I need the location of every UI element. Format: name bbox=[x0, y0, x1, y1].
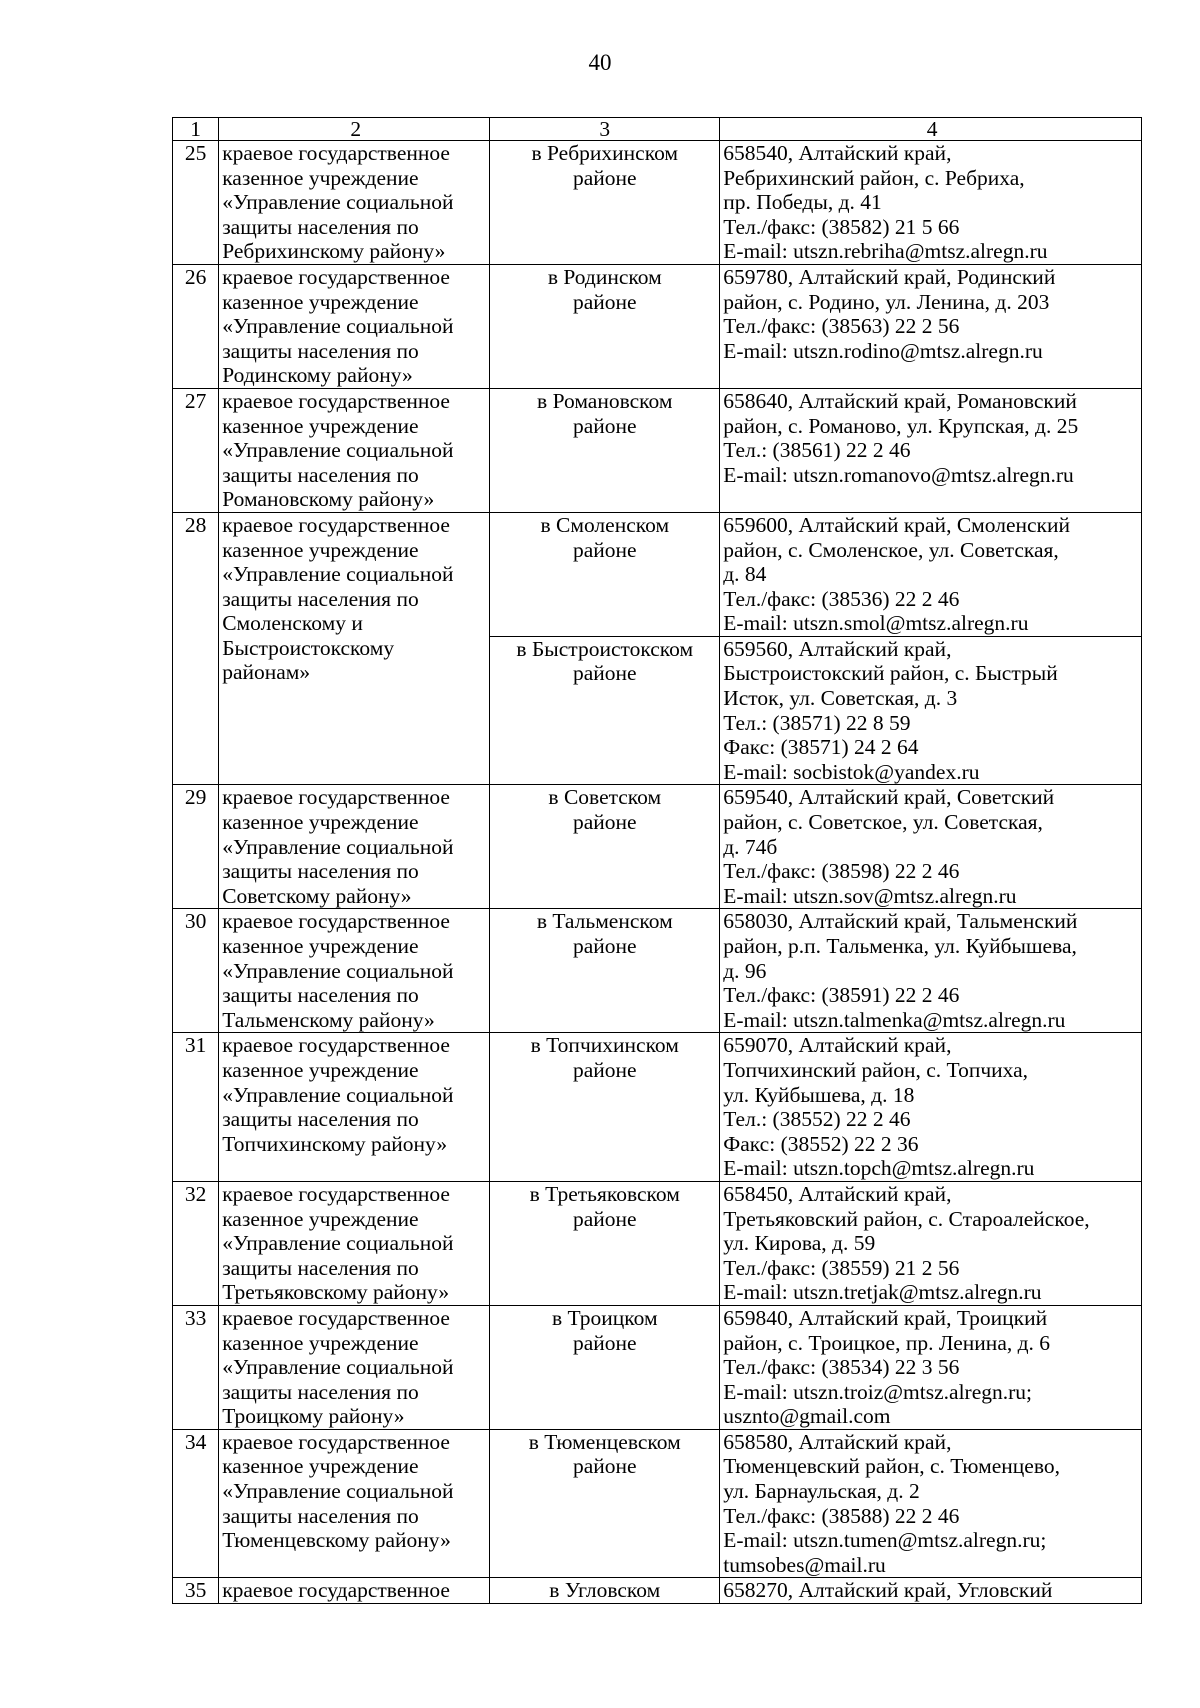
institution-name-line: казенное учреждение bbox=[222, 289, 419, 314]
address-line: ул. Кирова, д. 59 bbox=[723, 1231, 876, 1256]
address-contacts-cell bbox=[720, 264, 1142, 388]
address-line: E-mail: utszn.troiz@mtsz.alregn.ru; bbox=[723, 1379, 1033, 1404]
institution-name-line: Троицкому району» bbox=[222, 1404, 405, 1429]
address-line: 659600, Алтайский край, Смоленский bbox=[723, 512, 1071, 537]
district-line: в Угловском bbox=[549, 1578, 661, 1603]
address-line: E-mail: utszn.romanovo@mtsz.alregn.ru bbox=[723, 462, 1074, 487]
institution-name-line: «Управление социальной bbox=[222, 438, 454, 463]
address-line: 658030, Алтайский край, Тальменский bbox=[723, 909, 1078, 934]
institution-name-line: «Управление социальной bbox=[222, 562, 454, 587]
district-line: районе bbox=[572, 1057, 637, 1082]
address-contacts-cell bbox=[720, 1033, 1142, 1182]
institution-name-line: «Управление социальной bbox=[222, 190, 454, 215]
district-line: в Смоленском bbox=[540, 512, 670, 537]
district-cell bbox=[490, 1429, 720, 1578]
row-number: 27 bbox=[173, 388, 219, 512]
district-line: в Тальменском bbox=[536, 909, 673, 934]
address-line: 659560, Алтайский край, bbox=[723, 636, 952, 661]
table-body bbox=[173, 118, 1142, 1604]
district-line: в Ребрихинском bbox=[531, 141, 679, 165]
district-cell bbox=[490, 636, 720, 785]
institution-name-cell bbox=[219, 1305, 490, 1429]
institution-name-cell bbox=[219, 1578, 490, 1604]
district-line: районе bbox=[572, 810, 637, 835]
institution-name-line: Тальменскому району» bbox=[222, 1007, 435, 1032]
institution-name-line: краевое государственное bbox=[222, 1305, 450, 1330]
district-cell bbox=[490, 1181, 720, 1305]
institution-name-line: Романовскому району» bbox=[222, 487, 435, 512]
institution-name-line: казенное учреждение bbox=[222, 1330, 419, 1355]
district-line: районе bbox=[572, 1454, 637, 1479]
institution-name-line: защиты населения по bbox=[222, 214, 419, 239]
institution-name-line: защиты населения по bbox=[222, 1379, 419, 1404]
district-cell bbox=[490, 512, 720, 636]
address-line: район, с. Советское, ул. Советская, bbox=[723, 810, 1043, 835]
column-number-row bbox=[173, 118, 1142, 141]
table-row bbox=[173, 785, 1142, 909]
address-line: Исток, ул. Советская, д. 3 bbox=[723, 686, 958, 711]
institution-name-line: защиты населения по bbox=[222, 1107, 419, 1132]
institution-name-cell bbox=[219, 388, 490, 512]
address-line: Тел.: (38561) 22 2 46 bbox=[723, 438, 911, 463]
address-contacts-cell bbox=[720, 141, 1142, 265]
institution-name-line: «Управление социальной bbox=[222, 1231, 454, 1256]
district-line: районе bbox=[572, 413, 637, 438]
institution-name-line: краевое государственное bbox=[222, 512, 450, 537]
institution-name-line: казенное учреждение bbox=[222, 934, 419, 958]
institution-name-line: «Управление социальной bbox=[222, 834, 454, 859]
institution-name-line: Родинскому району» bbox=[222, 363, 413, 388]
district-line: в Тюменцевском bbox=[528, 1429, 681, 1454]
row-number: 35 bbox=[173, 1578, 219, 1604]
address-line: E-mail: utszn.rodino@mtsz.alregn.ru bbox=[723, 338, 1043, 363]
institution-name-line: Смоленскому и bbox=[222, 611, 363, 636]
address-line: Факс: (38571) 24 2 64 bbox=[723, 735, 919, 760]
institution-name-line: Быстроистокскому bbox=[222, 635, 395, 660]
institution-name-line: краевое государственное bbox=[222, 1181, 450, 1206]
address-line: tumsobes@mail.ru bbox=[723, 1552, 886, 1577]
institution-name-line: защиты населения по bbox=[222, 338, 419, 363]
address-line: E-mail: utszn.sov@mtsz.alregn.ru bbox=[723, 883, 1017, 908]
row-number: 29 bbox=[173, 785, 219, 909]
address-line: 658640, Алтайский край, Романовский bbox=[723, 388, 1077, 413]
institution-name-line: краевое государственное bbox=[222, 264, 450, 289]
institution-name-cell bbox=[219, 1181, 490, 1305]
institution-name-cell bbox=[219, 512, 490, 785]
district-line: районе bbox=[572, 1330, 637, 1355]
address-line: район, с. Родино, ул. Ленина, д. 203 bbox=[723, 289, 1050, 314]
address-line: Тел./факс: (38563) 22 2 56 bbox=[723, 314, 960, 339]
district-cell bbox=[490, 1578, 720, 1604]
address-line: район, с. Троицкое, пр. Ленина, д. 6 bbox=[723, 1330, 1051, 1355]
institution-name-line: защиты населения по bbox=[222, 983, 419, 1008]
institution-name-line: казенное учреждение bbox=[222, 165, 419, 190]
institution-name-line: защиты населения по bbox=[222, 859, 419, 884]
institution-name-line: «Управление социальной bbox=[222, 314, 454, 339]
table-row bbox=[173, 1181, 1142, 1305]
address-line: д. 96 bbox=[723, 958, 767, 983]
column-number-2: 2 bbox=[219, 118, 490, 141]
page-number: 40 bbox=[588, 50, 612, 75]
table-row bbox=[173, 141, 1142, 265]
district-line: районе bbox=[572, 1206, 637, 1231]
address-line: Тел./факс: (38536) 22 2 46 bbox=[723, 586, 960, 611]
address-line: Топчихинский район, с. Топчиха, bbox=[723, 1057, 1029, 1082]
district-cell bbox=[490, 909, 720, 1033]
address-line: район, р.п. Тальменка, ул. Куйбышева, bbox=[723, 934, 1077, 958]
institution-name-line: Третьяковскому району» bbox=[222, 1280, 450, 1305]
address-line: Тюменцевский район, с. Тюменцево, bbox=[723, 1454, 1060, 1479]
address-line: 658270, Алтайский край, Угловский bbox=[723, 1578, 1053, 1603]
address-line: Третьяковский район, с. Староалейское, bbox=[723, 1206, 1090, 1231]
institution-name-line: казенное учреждение bbox=[222, 1454, 419, 1479]
row-number: 32 bbox=[173, 1181, 219, 1305]
district-line: районе bbox=[572, 289, 637, 314]
address-line: Тел.: (38571) 22 8 59 bbox=[723, 710, 911, 735]
address-line: Тел./факс: (38559) 21 2 56 bbox=[723, 1255, 960, 1280]
row-number: 28 bbox=[173, 512, 219, 785]
address-line: E-mail: utszn.topch@mtsz.alregn.ru bbox=[723, 1156, 1035, 1181]
district-line: в Советском bbox=[548, 785, 662, 810]
address-line: Тел./факс: (38588) 22 2 46 bbox=[723, 1503, 960, 1528]
address-line: 658450, Алтайский край, bbox=[723, 1181, 952, 1206]
institution-name-cell bbox=[219, 141, 490, 265]
institution-name-line: казенное учреждение bbox=[222, 537, 419, 562]
row-number: 30 bbox=[173, 909, 219, 1033]
address-line: 658580, Алтайский край, bbox=[723, 1429, 952, 1454]
address-line: д. 74б bbox=[723, 834, 778, 859]
institution-name-line: «Управление социальной bbox=[222, 958, 454, 983]
district-line: районе bbox=[572, 537, 637, 562]
address-contacts-cell bbox=[720, 636, 1142, 785]
address-line: Тел./факс: (38591) 22 2 46 bbox=[723, 983, 960, 1008]
district-line: районе bbox=[572, 661, 637, 686]
table-row bbox=[173, 909, 1142, 1033]
institution-name-cell bbox=[219, 1033, 490, 1182]
district-line: районе bbox=[572, 934, 637, 958]
district-cell bbox=[490, 264, 720, 388]
row-number: 25 bbox=[173, 141, 219, 265]
district-line: в Быстроистокском bbox=[516, 636, 694, 661]
table-row bbox=[173, 1578, 1142, 1604]
address-line: E-mail: utszn.talmenka@mtsz.alregn.ru bbox=[723, 1007, 1066, 1032]
institution-name-line: районам» bbox=[222, 660, 311, 685]
table-row bbox=[173, 264, 1142, 388]
institution-name-line: казенное учреждение bbox=[222, 413, 419, 438]
district-cell bbox=[490, 388, 720, 512]
address-line: пр. Победы, д. 41 bbox=[723, 190, 882, 215]
address-line: район, с. Смоленское, ул. Советская, bbox=[723, 537, 1059, 562]
institution-name-line: защиты населения по bbox=[222, 1503, 419, 1528]
institution-name-line: защиты населения по bbox=[222, 1255, 419, 1280]
address-line: 659780, Алтайский край, Родинский bbox=[723, 264, 1056, 289]
institution-name-line: Топчихинскому району» bbox=[222, 1131, 448, 1156]
address-line: Быстроистокский район, с. Быстрый bbox=[723, 661, 1058, 686]
row-number: 34 bbox=[173, 1429, 219, 1578]
table-row bbox=[173, 388, 1142, 512]
institution-name-line: казенное учреждение bbox=[222, 1057, 419, 1082]
address-line: Ребрихинский район, с. Ребриха, bbox=[723, 165, 1025, 190]
table-row bbox=[173, 1033, 1142, 1182]
column-number-3: 3 bbox=[490, 118, 720, 141]
address-line: Факс: (38552) 22 2 36 bbox=[723, 1131, 919, 1156]
address-line: Тел./факс: (38534) 22 3 56 bbox=[723, 1355, 960, 1380]
institution-name-line: краевое государственное bbox=[222, 785, 450, 810]
address-line: д. 84 bbox=[723, 562, 767, 587]
column-number-1: 1 bbox=[173, 118, 219, 141]
address-contacts-cell bbox=[720, 388, 1142, 512]
district-line: в Третьяковском bbox=[529, 1181, 680, 1206]
address-line: Тел.: (38552) 22 2 46 bbox=[723, 1107, 911, 1132]
district-line: в Топчихинском bbox=[530, 1033, 679, 1058]
address-line: 659540, Алтайский край, Советский bbox=[723, 785, 1055, 810]
institution-name-line: краевое государственное bbox=[222, 1033, 450, 1058]
institution-name-cell bbox=[219, 264, 490, 388]
address-contacts-cell bbox=[720, 785, 1142, 909]
address-line: usznto@gmail.com bbox=[723, 1404, 891, 1429]
column-number-4: 4 bbox=[720, 118, 1142, 141]
district-line: в Родинском bbox=[547, 264, 662, 289]
institution-name-line: Советскому району» bbox=[222, 883, 412, 908]
row-number: 26 bbox=[173, 264, 219, 388]
institution-name-line: защиты населения по bbox=[222, 462, 419, 487]
institution-name-cell bbox=[219, 785, 490, 909]
institution-name-line: Тюменцевскому району» bbox=[222, 1528, 451, 1553]
address-contacts-cell bbox=[720, 1578, 1142, 1604]
address-line: E-mail: socbistok@yandex.ru bbox=[723, 759, 980, 784]
table-row bbox=[173, 512, 1142, 636]
row-number: 31 bbox=[173, 1033, 219, 1182]
institution-name-line: краевое государственное bbox=[222, 141, 450, 165]
district-cell bbox=[490, 1033, 720, 1182]
address-line: 659840, Алтайский край, Троицкий bbox=[723, 1305, 1048, 1330]
address-line: E-mail: utszn.tumen@mtsz.alregn.ru; bbox=[723, 1528, 1047, 1553]
address-line: E-mail: utszn.smol@mtsz.alregn.ru bbox=[723, 611, 1029, 636]
institution-name-line: «Управление социальной bbox=[222, 1479, 454, 1504]
institution-name-line: защиты населения по bbox=[222, 586, 419, 611]
institution-name-line: казенное учреждение bbox=[222, 1206, 419, 1231]
district-cell bbox=[490, 1305, 720, 1429]
institution-name-line: краевое государственное bbox=[222, 388, 450, 413]
institution-name-line: краевое государственное bbox=[222, 1429, 450, 1454]
institution-name-line: казенное учреждение bbox=[222, 810, 419, 835]
institution-name-line: краевое государственное bbox=[222, 1578, 450, 1603]
address-contacts-cell bbox=[720, 1181, 1142, 1305]
address-contacts-cell bbox=[720, 909, 1142, 1033]
institution-name-line: краевое государственное bbox=[222, 909, 450, 934]
address-line: ул. Барнаульская, д. 2 bbox=[723, 1479, 920, 1504]
address-contacts-cell bbox=[720, 1429, 1142, 1578]
district-line: в Троицком bbox=[551, 1305, 658, 1330]
institution-name-line: Ребрихинскому району» bbox=[222, 239, 446, 264]
district-line: в Романовском bbox=[537, 388, 673, 413]
address-line: район, с. Романово, ул. Крупская, д. 25 bbox=[723, 413, 1079, 438]
address-line: ул. Куйбышева, д. 18 bbox=[723, 1082, 915, 1107]
institution-name-cell bbox=[219, 1429, 490, 1578]
institution-name-line: «Управление социальной bbox=[222, 1082, 454, 1107]
table-row bbox=[173, 1305, 1142, 1429]
address-line: 658540, Алтайский край, bbox=[723, 141, 952, 165]
address-contacts-cell bbox=[720, 1305, 1142, 1429]
address-line: Тел./факс: (38598) 22 2 46 bbox=[723, 859, 960, 884]
district-line: районе bbox=[572, 165, 637, 190]
address-line: E-mail: utszn.tretjak@mtsz.alregn.ru bbox=[723, 1280, 1042, 1305]
address-line: 659070, Алтайский край, bbox=[723, 1033, 952, 1058]
institution-name-line: «Управление социальной bbox=[222, 1355, 454, 1380]
table-row bbox=[173, 1429, 1142, 1578]
district-cell bbox=[490, 141, 720, 265]
row-number: 33 bbox=[173, 1305, 219, 1429]
address-contacts-cell bbox=[720, 512, 1142, 636]
address-line: Тел./факс: (38582) 21 5 66 bbox=[723, 214, 960, 239]
address-line: E-mail: utszn.rebriha@mtsz.alregn.ru bbox=[723, 239, 1048, 264]
district-cell bbox=[490, 785, 720, 909]
offices-table bbox=[172, 117, 1142, 1604]
institution-name-cell bbox=[219, 909, 490, 1033]
